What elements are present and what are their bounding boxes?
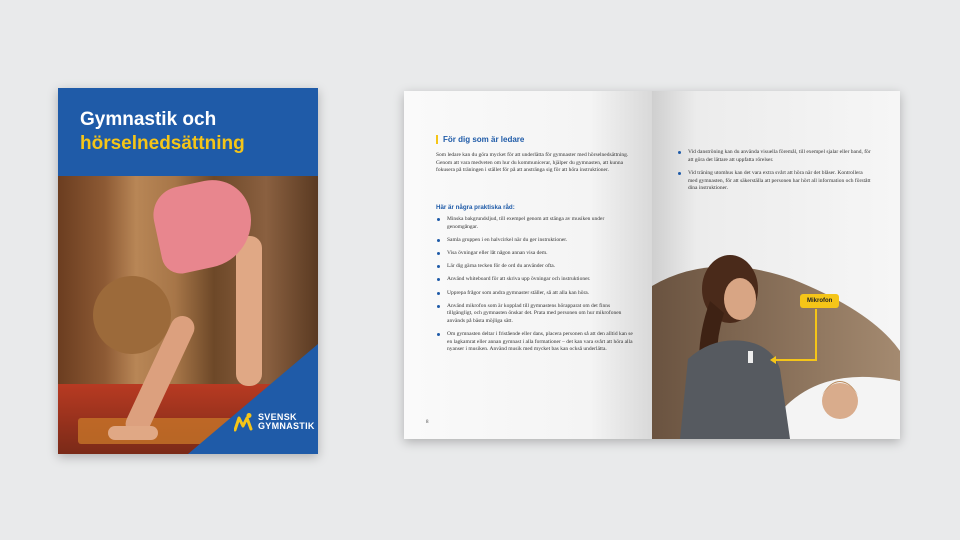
list-item: Samla gruppen i en halvcirkel när du ger instruktioner.	[434, 237, 634, 245]
logo-line2: GYMNASTIK	[258, 421, 315, 431]
list-item: Använd mikrofon som är kopplad till gymnastens hörapparat om det finns tillgängligt, och gymnasten önskar det. Prata med personen om hur mikrofonen används på bästa möjliga sätt.	[434, 303, 634, 326]
cover-title-line2: hörselnedsättning	[80, 133, 245, 154]
cover-blue-wedge	[188, 344, 318, 454]
list-item: Visa övningar eller låt någon annan visa dem.	[434, 250, 634, 258]
microphone-callout-label: Mikrofon	[800, 294, 839, 308]
page-number: 8	[426, 420, 429, 425]
list-item: Vid träning utomhus kan det vara extra svårt att höra när det blåser. Kontrollera med gymnasten, för att säkerställa att personen har hört all information och förstått dina instruktioner.	[676, 170, 872, 193]
callout-line-vertical	[815, 309, 817, 359]
list-item: Minska bakgrundsljud, till exempel genom att stänga av musiken under genomgångar.	[434, 216, 634, 231]
callout-line-horizontal	[774, 359, 817, 361]
photo-woman-with-microphone	[652, 241, 900, 439]
cover-title-line1: Gymnastik och	[80, 109, 217, 130]
list-item: Vid danströning kan du använda visuella föremål, till exempel sjalar eller band, för att göra det lättare att uppfatta rörelser.	[676, 149, 872, 164]
list-item: Lär dig gärna tecken för de ord du använder ofta.	[434, 263, 634, 271]
intro-paragraph: Som ledare kan du göra mycket för att underlätta för gymnaster med hörselnedsättning. Genom att vara medveten om hur du kommunicerar, hjälper du gymnasten, att kunna fokusera på träningen i stället för på att anstränga sig för att höra instruktioner.	[436, 152, 629, 174]
tips-list	[434, 216, 634, 359]
brochure-spread	[404, 91, 900, 439]
right-page	[652, 91, 900, 439]
section-heading: För dig som är ledare	[436, 135, 524, 144]
list-item: Använd whiteboard för att skriva upp övningar och instruktioner.	[434, 276, 634, 284]
tips-list-continued	[676, 149, 872, 199]
list-item: Upprepa frågor som andra gymnaster ställer, så att alla kan höra.	[434, 290, 634, 298]
left-page	[404, 91, 652, 439]
callout-arrow-icon	[770, 356, 776, 364]
cover-title	[80, 108, 245, 156]
tips-heading: Här är några praktiska råd:	[436, 204, 515, 211]
logo-line1: SVENSK	[258, 412, 297, 422]
svensk-gymnastik-logo	[234, 412, 315, 432]
gymnast-logo-icon	[234, 412, 254, 432]
brochure-cover	[58, 88, 318, 454]
list-item: Om gymnasten deltar i fristående eller dans, placera personen så att den alltid kan se en lagkamrat eller annan gymnast i alla formationer – det kan vara svårt att höra alla nyanser i musiken. Använd musik med mycket bas kan också underlätta.	[434, 331, 634, 354]
